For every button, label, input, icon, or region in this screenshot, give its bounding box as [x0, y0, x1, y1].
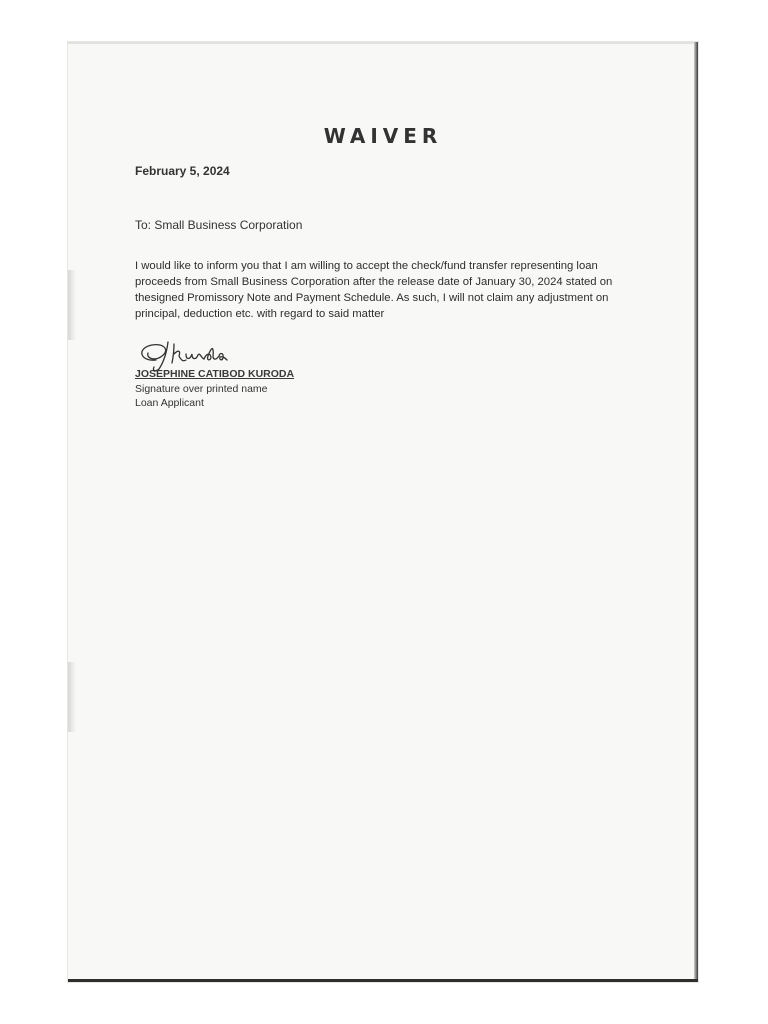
- applicant-role: Loan Applicant: [135, 397, 204, 409]
- document-title: WAIVER: [323, 124, 443, 148]
- body-line: I would like to inform you that I am willing to accept the check/fund transfer representing loan: [135, 260, 598, 272]
- signature-caption: Signature over printed name: [135, 383, 268, 395]
- body-paragraph: [135, 258, 635, 322]
- body-line: proceeds from Small Business Corporation after the release date of January 30, 2024 stated on: [135, 276, 613, 288]
- document-page: [68, 42, 698, 982]
- page-bottom-edge: [68, 979, 698, 982]
- paper-crease-shadow: [68, 662, 76, 732]
- printed-name: JOSEPHINE CATIBOD KURODA: [135, 368, 295, 380]
- page-right-edge: [694, 42, 698, 982]
- body-line: principal, deduction etc. with regard to said matter: [135, 308, 385, 320]
- body-line: thesigned Promissory Note and Payment Schedule. As such, I will not claim any adjustment on: [135, 292, 609, 304]
- recipient-line: To: Small Business Corporation: [135, 218, 303, 232]
- handwritten-signature: [134, 336, 274, 372]
- paper-crease-shadow: [68, 270, 76, 340]
- document-date: February 5, 2024: [135, 164, 230, 178]
- page-top-edge: [68, 42, 698, 44]
